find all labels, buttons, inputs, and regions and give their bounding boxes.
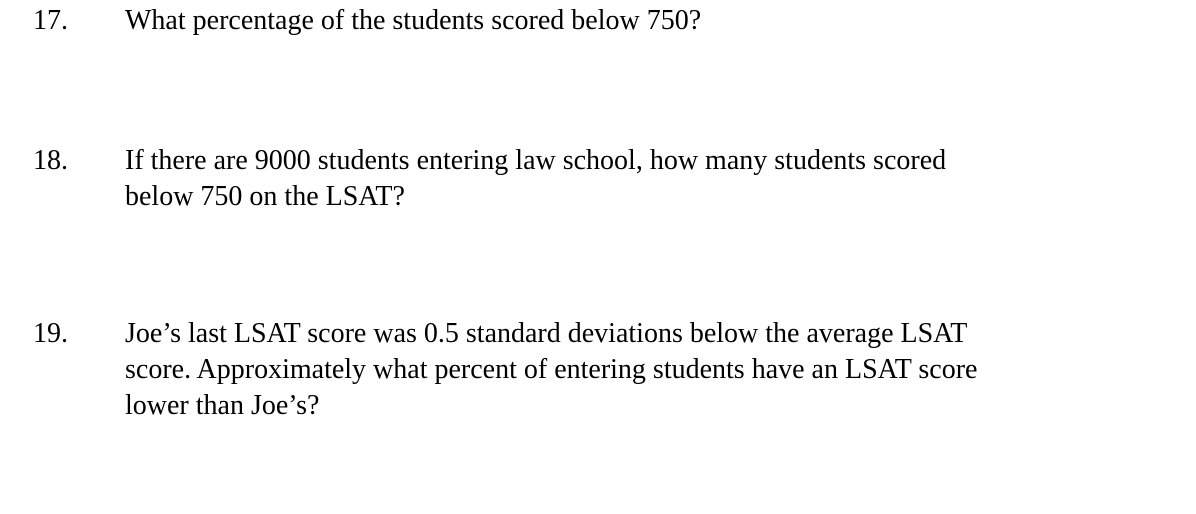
question-text-line: If there are 9000 students entering law school, how many students scored <box>125 145 947 176</box>
question-number: 17. <box>33 5 68 36</box>
question-text-line: below 750 on the LSAT? <box>125 181 405 212</box>
question-text <box>125 316 1105 424</box>
question-number: 19. <box>33 318 68 349</box>
question-text-line: Joe’s last LSAT score was 0.5 standard deviations below the average LSAT <box>125 318 968 349</box>
question-text <box>125 3 1105 39</box>
question-text-line: lower than Joe’s? <box>125 390 320 421</box>
question-text <box>125 143 1105 215</box>
question-number: 18. <box>33 145 68 176</box>
question-text-line: What percentage of the students scored below 750? <box>125 5 702 36</box>
question-text-line: score. Approximately what percent of entering students have an LSAT score <box>125 354 978 385</box>
